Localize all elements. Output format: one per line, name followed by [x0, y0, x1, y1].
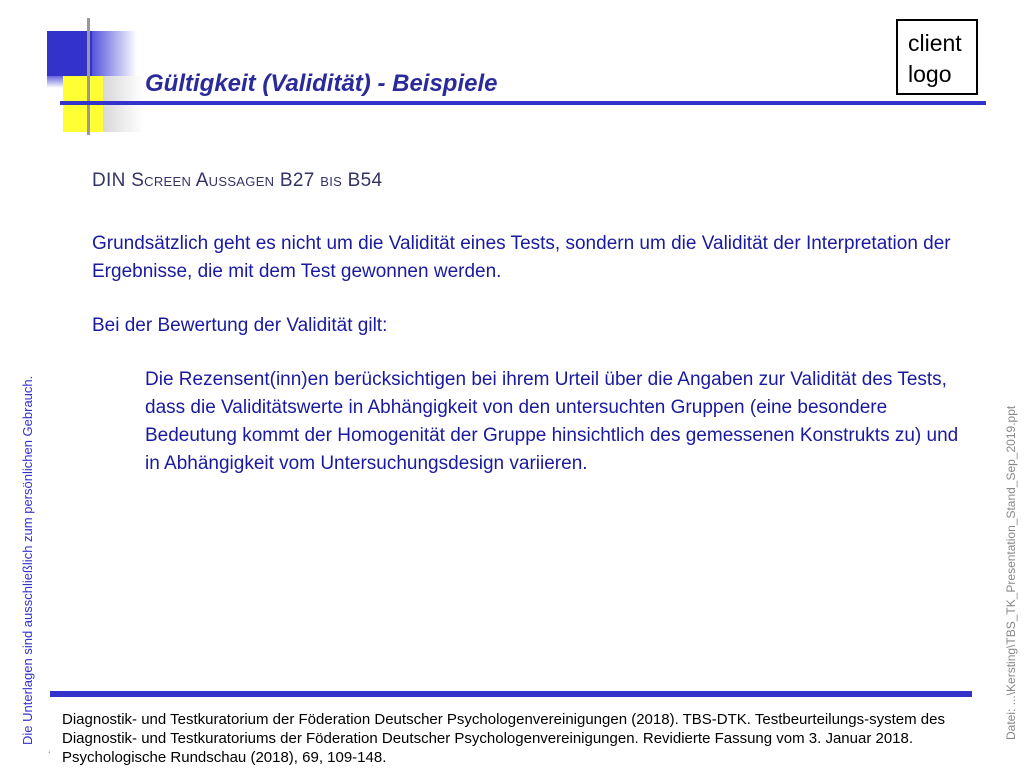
decor-blue-square — [47, 31, 92, 76]
paragraph-evaluation-intro: Bei der Bewertung der Validität gilt: — [92, 315, 388, 336]
side-note-left: Die Unterlagen sind ausschließlich zum persönlichen Gebrauch. — [20, 375, 35, 745]
logo-line-1: client — [908, 30, 962, 56]
subheading: DIN Screen Aussagen B27 bis B54 — [92, 170, 383, 191]
slide-title: Gültigkeit (Validität) - Beispiele — [145, 70, 498, 97]
title-rule — [60, 101, 986, 105]
logo-line-2: logo — [908, 61, 952, 87]
decor-blue-gradient — [92, 31, 137, 76]
side-note-file-path: Datei: ...\Kersting\TBS_TK_Presentation_Stand_Sep_2019.ppt — [1004, 405, 1018, 740]
paragraph-reviewer-criteria: Die Rezensent(inn)en berücksichtigen bei ihrem Urteil über die Angaben zur Validität des Tests, dass die Validitätswerte in Abhängigkeit von den untersuchten Gruppen (eine besondere Bedeutung kommt der Homogenität der Gruppe hinsichtlich des gemessenen Konstrukts zu) und in Abhängigkeit vom Untersuchungsdesign variieren. — [145, 369, 959, 474]
decor-vertical-line — [87, 18, 90, 135]
footer-citation: Diagnostik- und Testkuratorium der Föderation Deutscher Psychologenvereinigungen (2018). TBS-DTK. Testbeurteilungs-system des Diagnostik- und Testkuratoriums der Föderation Deutscher Psychologenvereinigungen. Revidierte Fassung vom 3. Januar 2018. Psychologische Rundschau (2018), 69, 109-148. — [62, 711, 945, 766]
footer-rule — [50, 691, 972, 697]
paragraph-principle: Grundsätzlich geht es nicht um die Validität eines Tests, sondern um die Validität der Interpretation der Ergebnisse, die mit dem Test gewonnen werden. — [92, 233, 951, 282]
footer-mark: ‘ — [48, 748, 51, 762]
decor-blue-strip — [47, 76, 63, 88]
client-logo-placeholder — [896, 19, 978, 95]
